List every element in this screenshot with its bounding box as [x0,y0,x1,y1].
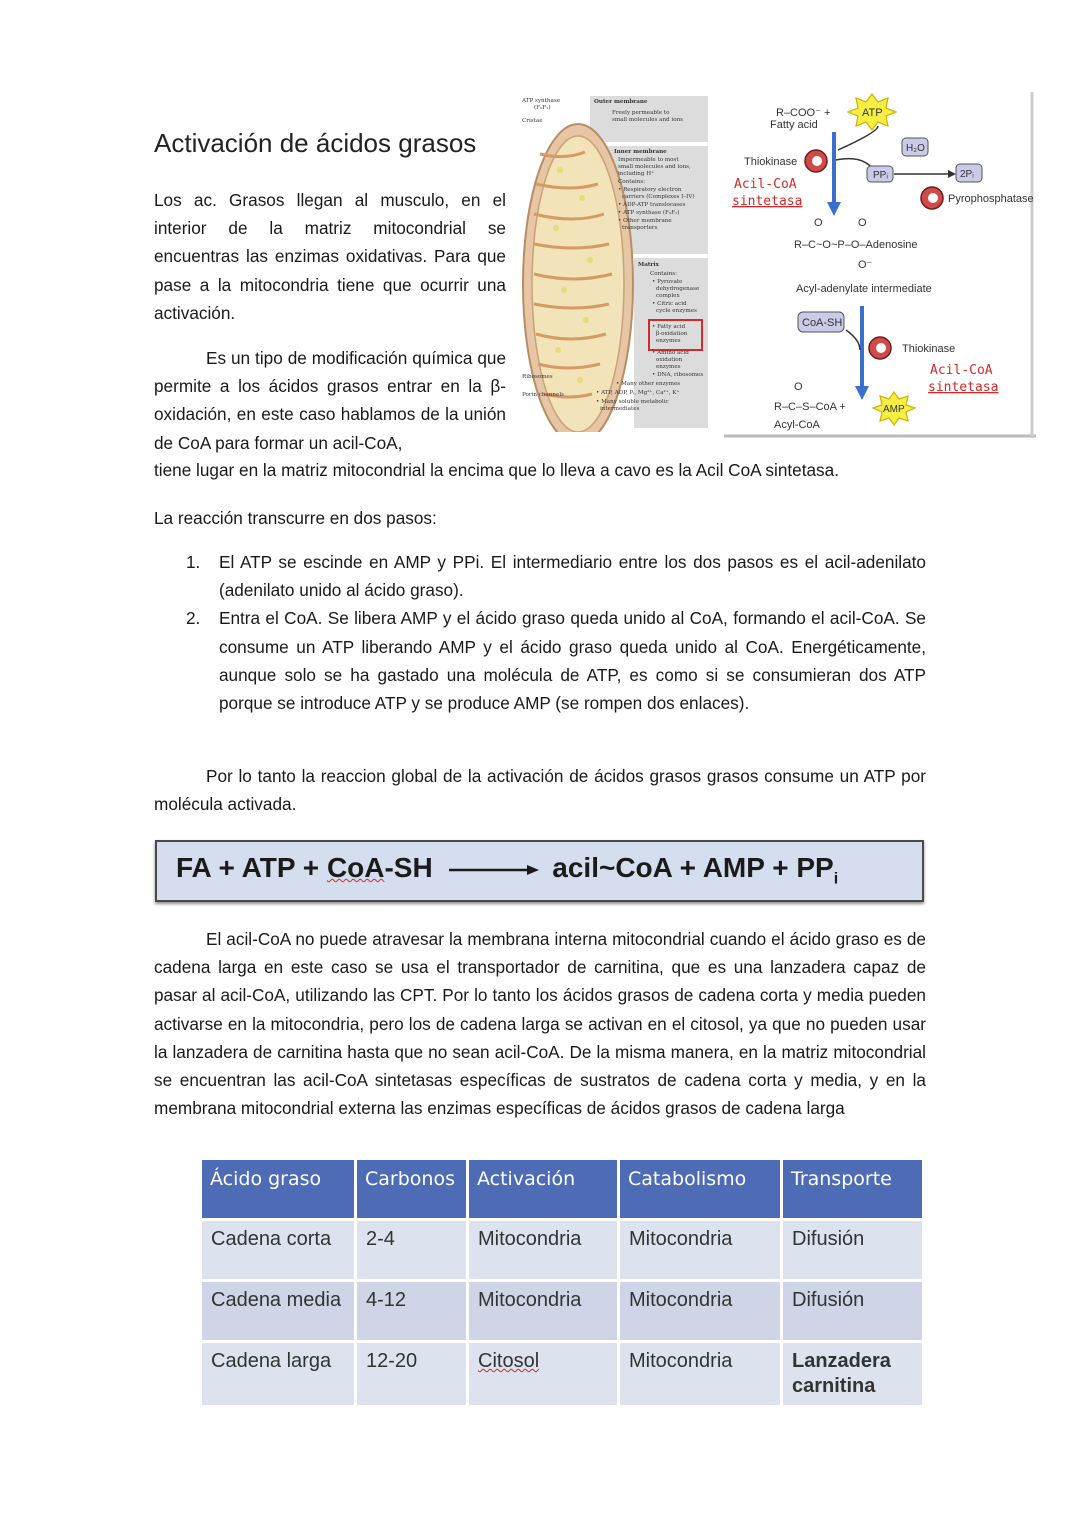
label-acyl-coa: Acyl-CoA [774,419,820,431]
label-inner-text: Contains: [618,179,645,185]
activation-paragraph-continued: tiene lugar en la matriz mitocondrial la encima que lo lleva a cavo es la Acil CoA sintetasa. [154,460,839,480]
label-amp: AMP [883,404,905,415]
label-coash: CoA-SH [802,317,843,329]
step-item [186,548,926,604]
equation-right: acil~CoA + AMP + PP [552,852,834,883]
step-text: El ATP se escinde en AMP y PPi. El intermediario entre los dos pasos es el acil-adenilato (adenilato unido al ácido graso). [219,552,926,601]
label-inner-text: • Other membrane [618,218,672,224]
label-outer-title: Outer membrane [594,99,648,105]
label-pyrophosphatase: Pyrophosphatase [948,193,1034,205]
label-inner-text: • ADP-ATP translocases [618,202,686,208]
label-matrix-highlight: β-oxidation [656,331,688,337]
table-header: Activación [468,1160,619,1220]
label-matrix-text: enzymes [656,364,681,370]
label-matrix-text: • DNA, ribosomes [652,372,704,378]
table-header: Transporte [782,1160,923,1220]
table-cell: Cadena corta [202,1220,356,1281]
intro-paragraph: Los ac. Grasos llegan al musculo, en el interior de la matriz mitocondrial se encuentras las enzimas oxidativas. Para que pase a la mitocondria tiene que ocurrir una activación. [154,190,506,323]
table-row [202,1281,922,1342]
table-cell: 2-4 [356,1220,468,1281]
equation-sh: -SH [384,852,433,883]
label-o-top-3: O [794,381,803,393]
label-atp: ATP [862,107,883,119]
label-inner-text: • Respiratory electron [618,187,682,193]
label-matrix-highlight: • Fatty acid [652,324,686,330]
table-row [202,1220,922,1281]
label-inner-text: carriers (Complexes I–IV) [622,194,695,200]
label-matrix-title: Matrix [638,262,659,268]
label-matrix-text: • Many other enzymes [616,381,681,387]
table-cell: 4-12 [356,1281,468,1342]
label-matrix-text: • Amino acid [652,350,689,356]
table-cell: Mitocondria [619,1342,782,1406]
label-acyl-coa-formula: R–C–S–CoA + [774,401,846,413]
label-inner-text: Impermeable to most [618,157,679,163]
step-text: Entra el CoA. Se libera AMP y el ácido graso queda unido al CoA, formando el acil-CoA. Se consume un ATP liberando AMP y el ácido graso queda unido al CoA. Energéticamente, aunque solo se ha gastado una molécula de ATP, es como si se consumieran dos ATP porque se introduce ATP y se produce AMP (se rompen dos enlaces). [219,608,926,714]
label-intermediate: Acyl-adenylate intermediate [796,283,932,295]
label-acil-coa-2a: Acil-CoA [930,363,993,378]
label-f0f1: (F₀F₁) [534,105,551,111]
steps-list [186,548,926,717]
page-title: Activación de ácidos grasos [154,128,477,158]
label-matrix-text: intermediates [600,406,640,412]
table-cell: Mitocondria [468,1281,619,1342]
label-matrix-text: • Many soluble metabolic [596,399,669,405]
fatty-acid-table [202,1160,922,1405]
label-matrix-text: • Pyruvate [652,279,683,285]
label-inner-text: • ATP synthase (F₀F₁) [618,210,680,216]
label-two-pi: 2Pᵢ [960,169,974,180]
equation-arrow-icon [447,863,541,877]
label-thiokinase-1: Thiokinase [744,156,798,168]
equation-right-sub: i [833,870,839,888]
label-acil-coa-1b: sintetasa [732,194,803,209]
label-atp-synthase: ATP synthase [522,98,561,104]
label-o-top-2: O [858,217,867,229]
table-cell: Mitocondria [468,1220,619,1281]
step-item [186,604,926,717]
label-matrix-highlight: enzymes [656,338,681,344]
label-outer-text: small molecules and ions [612,117,684,123]
equation [176,852,838,889]
table-cell: Cadena media [202,1281,356,1342]
table-header: Catabolismo [619,1160,782,1220]
label-inner-title: Inner membrane [614,149,667,155]
label-matrix-text: dehydrogenase [656,286,700,292]
label-acil-coa-1a: Acil-CoA [734,177,797,192]
label-rcoo: R–COO⁻ + [776,107,831,119]
table-cell: Lanzadera carnitina [782,1342,923,1406]
table-row [202,1342,922,1406]
step-number: 1. [186,552,201,572]
label-o-bottom: O⁻ [858,259,873,271]
label-fatty-acid: Fatty acid [770,119,818,131]
label-matrix-text: oxidation [656,357,683,363]
label-matrix-text: complex [656,293,680,299]
label-o-top-1: O [814,217,823,229]
label-matrix-text: Contains: [650,271,677,277]
step-number: 2. [186,608,201,629]
transport-paragraph: El acil-CoA no puede atravesar la membrana interna mitocondrial cuando el ácido graso es de cadena larga en este caso se usa el transportador de carnitina, que es una lanzadera capaz de pasar al acil-CoA, utilizando las CPT. Por lo tanto los ácidos grasos de cadena corta y media pueden activarse en la mitocondria, pero los de cadena larga se activan en el citosol, ya que no pueden usar la lanzadera de carnitina hasta que no sean acil-CoA. De la misma manera, en la matriz mitocondrial se encuentran las acil-CoA sintetasas específicas de sustratos de cadena corta y media, y en la membrana mitocondrial externa las enzimas específicas de ácidos grasos de cadena larga [154,929,926,1119]
reaction-figure [724,92,1036,438]
label-matrix-text: • Citric acid [652,301,687,307]
label-inner-text: small molecules and ions, [618,164,691,170]
label-h2o: H₂O [906,143,925,154]
table-cell: Difusión [782,1281,923,1342]
mitochondrion-figure [520,94,710,432]
table-cell: Mitocondria [619,1281,782,1342]
label-thiokinase-2: Thiokinase [902,343,956,355]
activation-paragraph: Es un tipo de modificación química que permite a los ácidos grasos entrar en la β-oxidación, en este caso hablamos de la unión de CoA para formar un acil-CoA, [154,348,506,453]
global-paragraph: Por lo tanto la reaccion global de la activación de ácidos grasos grasos consume un ATP por molécula activada. [154,766,926,815]
equation-coa: CoA [326,852,385,883]
label-ribosomes: Ribosomes [522,374,553,380]
equation-left: FA + ATP + [176,852,327,883]
label-ppi: PPᵢ [873,170,888,181]
table-header: Ácido graso [202,1160,356,1220]
label-matrix-text: • ATP, ADP, Pᵢ, Mg²⁺, Ca²⁺, K⁺ [596,390,680,396]
table-cell: Citosol [468,1342,619,1406]
table-header: Carbonos [356,1160,468,1220]
label-matrix-text: cycle enzymes [656,308,697,314]
label-acyl-adenylate: R–C~O~P–O–Adenosine [794,239,918,251]
label-porin: Porin channels [522,392,564,398]
label-acil-coa-2b: sintetasa [928,380,999,395]
table-cell: Mitocondria [619,1220,782,1281]
label-cristae: Cristae [522,118,543,124]
table-cell: Cadena larga [202,1342,356,1406]
table-cell: 12-20 [356,1342,468,1406]
table-cell: Difusión [782,1220,923,1281]
label-inner-text: including H⁺ [618,171,655,177]
steps-intro: La reacción transcurre en dos pasos: [154,508,437,528]
table-header-row [202,1160,922,1220]
label-inner-text: transporters [622,225,658,231]
label-outer-text: Freely permeable to [612,110,670,116]
